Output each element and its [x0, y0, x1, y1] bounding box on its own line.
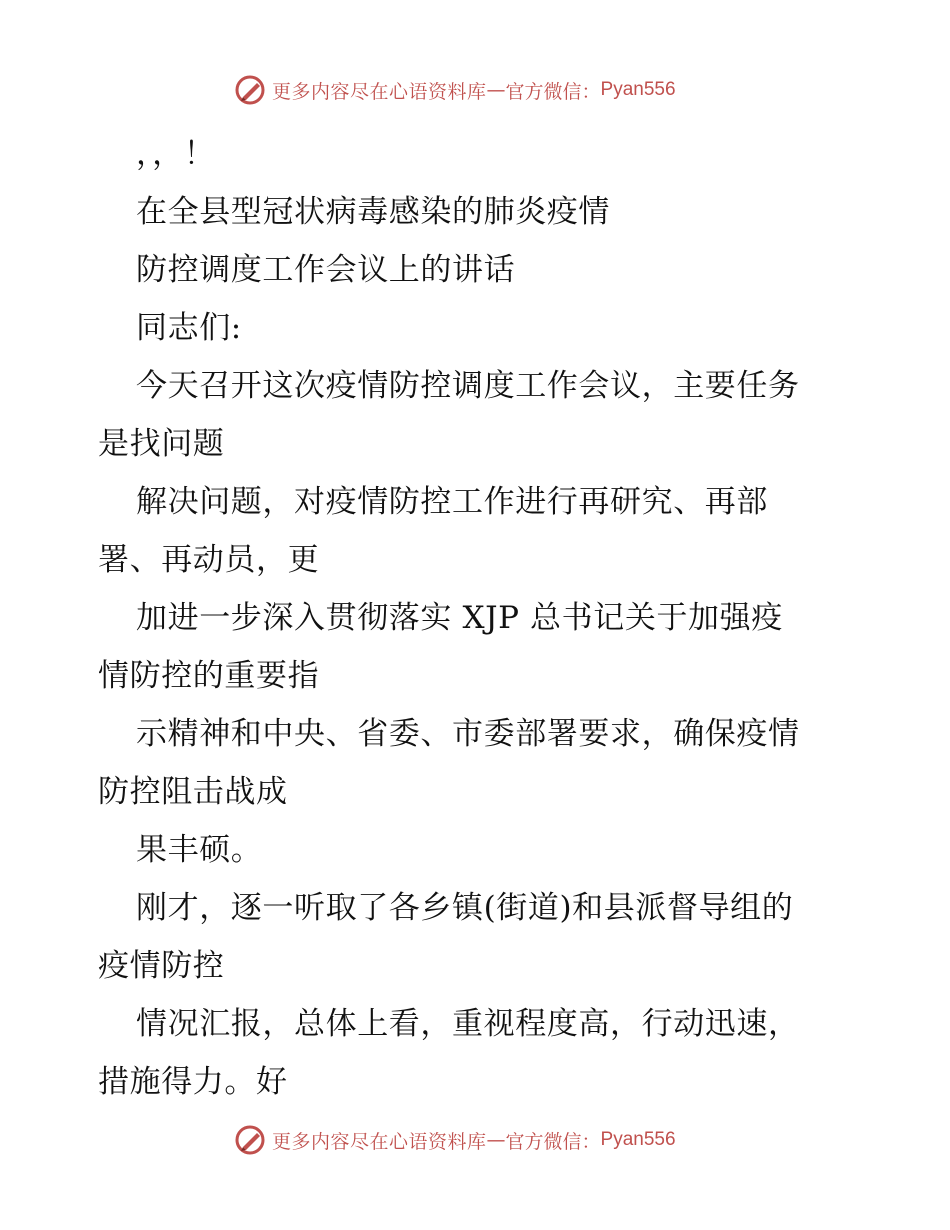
footer-banner: [234, 1122, 676, 1158]
text-line: 解决问题，对疫情防控工作进行再研究、再部: [136, 484, 768, 520]
banner-wechat-id: Pyan556: [600, 1129, 676, 1150]
text-line: 果丰硕。: [136, 832, 263, 868]
text-line: 情防控的重要指: [98, 658, 320, 694]
text-line: 刚才，逐一听取了各乡镇(街道)和县派督导组的: [136, 890, 794, 926]
red-pen-circle-icon: [234, 1124, 266, 1156]
banner-dash: —: [486, 79, 506, 101]
text-line: 措施得力。好: [98, 1064, 288, 1100]
document-body: [98, 125, 858, 1111]
banner-text: 更多内容尽在心语资料库: [272, 1130, 487, 1153]
text-line: 加进一步深入贯彻落实 XJP 总书记关于加强疫: [136, 600, 783, 636]
text-line: 防控阻击战成: [98, 774, 288, 810]
text-line: 是找问题: [98, 426, 225, 462]
banner-wechat-label: 官方微信：: [505, 1130, 601, 1153]
text-line: 署、再动员，更: [98, 542, 320, 578]
text-line: 示精神和中央、省委、市委部署要求，确保疫情: [136, 716, 800, 752]
salutation: 同志们:: [136, 310, 242, 346]
red-pen-circle-icon: [234, 74, 266, 106]
text-line: 情况汇报，总体上看，重视程度高，行动迅速，: [136, 1006, 800, 1042]
text-line: ，，！: [136, 136, 216, 172]
banner-wechat-id: Pyan556: [600, 79, 676, 100]
title-line-1: 在全县型冠状病毒感染的肺炎疫情: [136, 194, 610, 230]
text-line: 疫情防控: [98, 948, 225, 984]
header-banner: [234, 72, 676, 108]
text-line: 今天召开这次疫情防控调度工作会议，主要任务: [136, 368, 800, 404]
banner-wechat-label: 官方微信：: [505, 80, 601, 103]
title-line-2: 防控调度工作会议上的讲话: [136, 252, 516, 288]
banner-text: 更多内容尽在心语资料库: [272, 80, 487, 103]
banner-dash: —: [486, 1129, 506, 1151]
